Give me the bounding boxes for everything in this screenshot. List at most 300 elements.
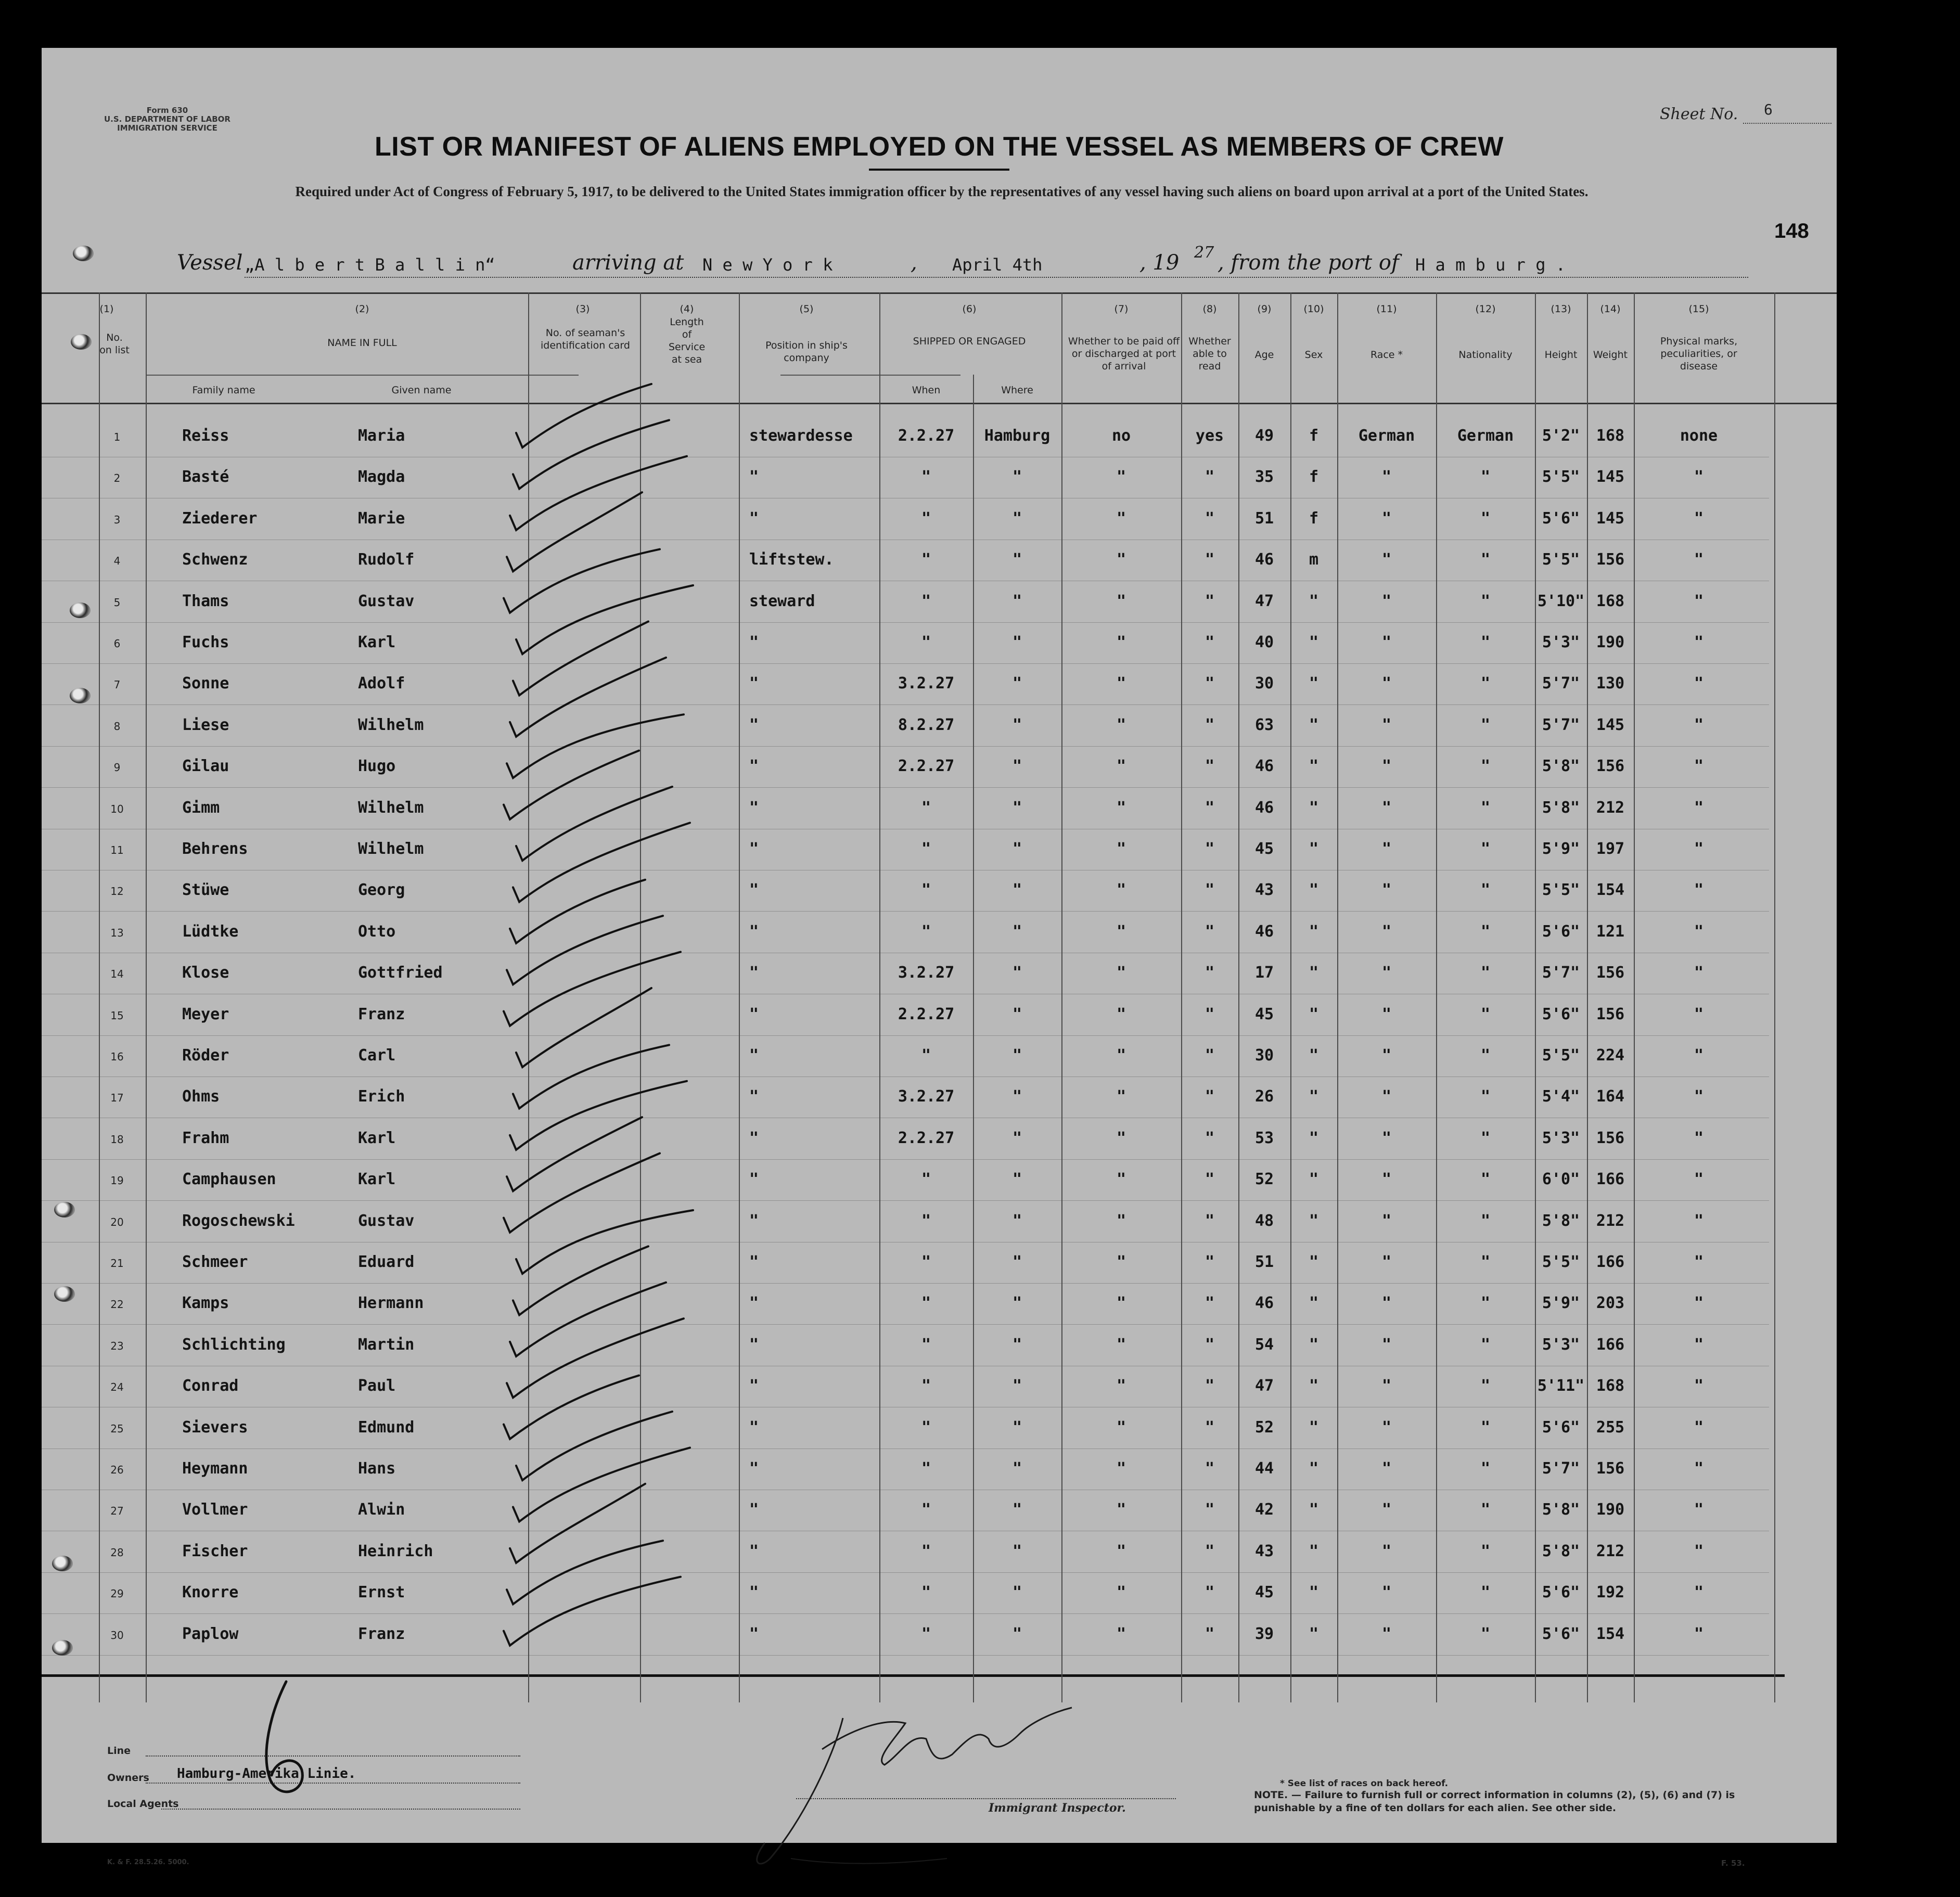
cell-age: 46 <box>1254 550 1274 569</box>
cell-nationality: " <box>1480 1542 1491 1560</box>
cell-paid: " <box>1116 468 1126 486</box>
row-number: 14 <box>110 968 124 981</box>
row-number: 3 <box>113 513 121 526</box>
cell-weight: 168 <box>1596 592 1625 610</box>
check-mark <box>513 621 648 695</box>
cell-height: 5'8" <box>1542 757 1580 776</box>
cell-race: " <box>1381 798 1392 817</box>
row-number: 29 <box>110 1587 124 1600</box>
cell-given: Otto <box>358 922 396 941</box>
cell-family: Conrad <box>182 1377 239 1395</box>
cell-read: " <box>1205 1624 1215 1643</box>
cell-sex: " <box>1309 757 1319 776</box>
cell-family: Liese <box>182 715 229 734</box>
cell-when: " <box>921 1624 931 1643</box>
cell-given: Gustav <box>358 1211 415 1230</box>
cell-weight: 145 <box>1596 468 1625 486</box>
cell-marks: " <box>1694 1170 1704 1189</box>
cell-given: Marie <box>358 509 405 528</box>
cell-race: " <box>1381 592 1392 610</box>
cell-where: " <box>1012 1294 1022 1313</box>
cell-marks: " <box>1694 1253 1704 1271</box>
cell-weight: 166 <box>1596 1335 1625 1354</box>
cell-race: " <box>1381 1129 1392 1147</box>
departure-port: H a m b u r g . <box>1415 255 1566 275</box>
cell-given: Heinrich <box>358 1542 433 1560</box>
cell-paid: " <box>1116 1583 1126 1602</box>
cell-age: 35 <box>1254 468 1274 486</box>
cell-paid: " <box>1116 509 1126 528</box>
cell-given: Edmund <box>358 1418 415 1437</box>
check-mark <box>504 751 639 819</box>
cell-marks: " <box>1694 1624 1704 1643</box>
check-mark <box>516 1412 672 1480</box>
cell-read: " <box>1205 1211 1215 1230</box>
col-num-4: (4) <box>680 303 694 315</box>
cell-race: " <box>1381 1377 1392 1395</box>
handwritten-six <box>239 1671 343 1806</box>
cell-family: Knorre <box>182 1583 239 1602</box>
check-mark <box>513 823 690 902</box>
cell-height: 5'4" <box>1542 1087 1580 1106</box>
cell-weight: 156 <box>1596 1459 1625 1478</box>
cell-position: " <box>749 1170 759 1189</box>
cell-sex: " <box>1309 1624 1319 1643</box>
cell-nationality: " <box>1480 1129 1491 1147</box>
cell-position: " <box>749 1005 759 1023</box>
cell-family: Thams <box>182 592 229 610</box>
cell-sex: f <box>1309 509 1319 528</box>
cell-read: " <box>1205 1005 1215 1023</box>
cell-family: Kamps <box>182 1294 229 1313</box>
cell-marks: " <box>1694 964 1704 982</box>
cell-age: 51 <box>1254 509 1274 528</box>
cell-read: " <box>1205 1459 1215 1478</box>
cell-race: " <box>1381 1170 1392 1189</box>
cell-weight: 197 <box>1596 840 1625 858</box>
cell-family: Behrens <box>182 840 248 858</box>
cell-height: 5'6" <box>1542 922 1580 941</box>
cell-where: " <box>1012 1087 1022 1106</box>
cell-when: 3.2.27 <box>898 964 955 982</box>
cell-when: " <box>921 1294 931 1313</box>
cell-given: Hugo <box>358 757 396 776</box>
cell-when: 3.2.27 <box>898 1087 955 1106</box>
cell-family: Reiss <box>182 427 229 445</box>
cell-when: 2.2.27 <box>898 427 955 445</box>
race-note: * See list of races on back hereof. <box>1280 1778 1449 1789</box>
form-number: Form 630 <box>146 106 188 115</box>
cell-race: " <box>1381 1335 1392 1354</box>
cell-height: 5'7" <box>1542 1459 1580 1478</box>
cell-read: yes <box>1195 427 1224 445</box>
cell-marks: " <box>1694 840 1704 858</box>
col-seaman-id: No. of seaman's identification card <box>541 327 630 351</box>
cell-height: 5'3" <box>1542 1335 1580 1354</box>
cell-weight: 164 <box>1596 1087 1625 1106</box>
cell-paid: " <box>1116 1418 1126 1437</box>
sheet-label: Sheet No. <box>1660 105 1738 123</box>
cell-nationality: " <box>1480 674 1491 693</box>
cell-when: " <box>921 509 931 528</box>
row-number: 13 <box>110 926 124 939</box>
cell-height: 5'9" <box>1542 1294 1580 1313</box>
row-number: 2 <box>113 472 121 485</box>
cell-when: 2.2.27 <box>898 757 955 776</box>
cell-marks: " <box>1694 1046 1704 1065</box>
cell-weight: 154 <box>1596 1624 1625 1643</box>
cell-given: Eduard <box>358 1253 415 1271</box>
cell-position: " <box>749 1129 759 1147</box>
cell-height: 5'8" <box>1542 798 1580 817</box>
cell-sex: m <box>1309 550 1319 569</box>
cell-position: " <box>749 633 759 651</box>
cell-given: Hans <box>358 1459 396 1478</box>
cell-family: Gilau <box>182 757 229 776</box>
cell-weight: 154 <box>1596 881 1625 900</box>
cell-read: " <box>1205 757 1215 776</box>
cell-where: " <box>1012 922 1022 941</box>
cell-read: " <box>1205 1542 1215 1560</box>
cell-family: Paplow <box>182 1624 239 1643</box>
check-mark <box>510 658 666 737</box>
cell-age: 39 <box>1254 1624 1274 1643</box>
check-mark <box>513 1246 648 1315</box>
cell-sex: " <box>1309 1459 1319 1478</box>
cell-sex: " <box>1309 881 1319 900</box>
cell-sex: " <box>1309 798 1319 817</box>
cell-age: 52 <box>1254 1418 1274 1437</box>
cell-nationality: " <box>1480 1583 1491 1602</box>
inspector-underline <box>796 1798 1176 1799</box>
owners-value: Hamburg-Amerika Linie. <box>177 1766 356 1781</box>
check-mark <box>510 880 645 943</box>
check-mark <box>513 1045 669 1108</box>
row-number: 30 <box>110 1629 124 1642</box>
cell-sex: " <box>1309 1583 1319 1602</box>
cell-given: Paul <box>358 1377 396 1395</box>
cell-nationality: " <box>1480 1211 1491 1230</box>
arrival-date: April 4th <box>952 255 1043 275</box>
cell-read: " <box>1205 1253 1215 1271</box>
cell-family: Lüdtke <box>182 922 239 941</box>
row-number: 26 <box>110 1464 124 1476</box>
row-number: 6 <box>113 637 121 650</box>
cell-age: 53 <box>1254 1129 1274 1147</box>
cell-marks: " <box>1694 468 1704 486</box>
cell-age: 26 <box>1254 1087 1274 1106</box>
col-num-6: (6) <box>962 303 977 315</box>
comma: , <box>911 251 917 275</box>
cell-race: German <box>1358 427 1415 445</box>
cell-read: " <box>1205 1583 1215 1602</box>
cell-read: " <box>1205 1170 1215 1189</box>
cell-family: Schwenz <box>182 550 248 569</box>
cell-sex: " <box>1309 1005 1319 1023</box>
line-label: Line <box>107 1745 131 1757</box>
cell-marks: " <box>1694 1294 1704 1313</box>
cell-weight: 192 <box>1596 1583 1625 1602</box>
arriving-label: arriving at <box>572 251 684 275</box>
cell-race: " <box>1381 840 1392 858</box>
cell-paid: no <box>1111 427 1131 445</box>
cell-weight: 156 <box>1596 964 1625 982</box>
cell-paid: " <box>1116 1087 1126 1106</box>
col-name-in-full: NAME IN FULL <box>327 337 397 349</box>
cell-weight: 255 <box>1596 1418 1625 1437</box>
cell-position: " <box>749 509 759 528</box>
cell-when: " <box>921 881 931 900</box>
cell-where: " <box>1012 592 1022 610</box>
cell-age: 45 <box>1254 1005 1274 1023</box>
cell-height: 5'8" <box>1542 1542 1580 1560</box>
cell-given: Gustav <box>358 592 415 610</box>
cell-weight: 145 <box>1596 715 1625 734</box>
cell-height: 5'8" <box>1542 1501 1580 1519</box>
col-position: Position in ship's company <box>765 340 848 364</box>
cell-read: " <box>1205 881 1215 900</box>
fine-note: NOTE. — Failure to furnish full or correct information in columns (2), (5), (6) and (7) is punishable by a fine of ten dollars for each alien. See other side. <box>1254 1789 1735 1814</box>
cell-age: 49 <box>1254 427 1274 445</box>
cell-sex: " <box>1309 1542 1319 1560</box>
cell-where: " <box>1012 1583 1022 1602</box>
row-number: 19 <box>110 1174 124 1187</box>
cell-weight: 156 <box>1596 1005 1625 1023</box>
cell-paid: " <box>1116 1211 1126 1230</box>
cell-weight: 166 <box>1596 1253 1625 1271</box>
cell-marks: " <box>1694 1211 1704 1230</box>
cell-when: 8.2.27 <box>898 715 955 734</box>
cell-where: " <box>1012 633 1022 651</box>
cell-when: " <box>921 798 931 817</box>
cell-when: " <box>921 1211 931 1230</box>
cell-position: " <box>749 964 759 982</box>
cell-nationality: " <box>1480 922 1491 941</box>
cell-sex: " <box>1309 1170 1319 1189</box>
cell-height: 5'8" <box>1542 1211 1580 1230</box>
cell-weight: 212 <box>1596 1542 1625 1560</box>
cell-where: " <box>1012 964 1022 982</box>
cell-given: Magda <box>358 468 405 486</box>
cell-nationality: " <box>1480 1501 1491 1519</box>
cell-given: Carl <box>358 1046 396 1065</box>
cell-sex: " <box>1309 1046 1319 1065</box>
cell-when: " <box>921 1170 931 1189</box>
col-num-12: (12) <box>1475 303 1496 315</box>
cell-paid: " <box>1116 1542 1126 1560</box>
cell-given: Ernst <box>358 1583 405 1602</box>
cell-nationality: " <box>1480 592 1491 610</box>
cell-age: 40 <box>1254 633 1274 651</box>
cell-nationality: " <box>1480 1418 1491 1437</box>
cell-where: " <box>1012 1459 1022 1478</box>
cell-read: " <box>1205 922 1215 941</box>
col-num-10: (10) <box>1303 303 1324 315</box>
cell-position: " <box>749 715 759 734</box>
cell-height: 5'2" <box>1542 427 1580 445</box>
cell-race: " <box>1381 550 1392 569</box>
cell-weight: 212 <box>1596 1211 1625 1230</box>
cell-nationality: " <box>1480 1294 1491 1313</box>
cell-nationality: " <box>1480 840 1491 858</box>
cell-height: 6'0" <box>1542 1170 1580 1189</box>
col-num-13: (13) <box>1551 303 1571 315</box>
cell-paid: " <box>1116 1377 1126 1395</box>
col-sex: Sex <box>1304 349 1323 361</box>
cell-paid: " <box>1116 674 1126 693</box>
check-mark <box>507 1318 684 1398</box>
cell-marks: " <box>1694 633 1704 651</box>
cell-given: Franz <box>358 1005 405 1023</box>
cell-position: " <box>749 1459 759 1478</box>
cell-where: " <box>1012 1005 1022 1023</box>
col-nationality: Nationality <box>1458 349 1513 361</box>
cell-sex: " <box>1309 964 1319 982</box>
cell-where: " <box>1012 1501 1022 1519</box>
sheet-value: 6 <box>1764 101 1773 118</box>
cell-paid: " <box>1116 1046 1126 1065</box>
cell-when: " <box>921 1377 931 1395</box>
service: IMMIGRATION SERVICE <box>117 123 217 133</box>
cell-where: " <box>1012 881 1022 900</box>
cell-when: " <box>921 1583 931 1602</box>
cell-sex: " <box>1309 1087 1319 1106</box>
cell-where: " <box>1012 1418 1022 1437</box>
row-number: 9 <box>113 761 121 774</box>
cell-paid: " <box>1116 922 1126 941</box>
cell-nationality: " <box>1480 1087 1491 1106</box>
cell-read: " <box>1205 798 1215 817</box>
cell-where: " <box>1012 1253 1022 1271</box>
cell-marks: " <box>1694 922 1704 941</box>
cell-paid: " <box>1116 1253 1126 1271</box>
row-number: 12 <box>110 885 124 898</box>
cell-position: " <box>749 468 759 486</box>
cell-given: Maria <box>358 427 405 445</box>
cell-nationality: " <box>1480 715 1491 734</box>
row-number: 20 <box>110 1215 124 1228</box>
cell-age: 17 <box>1254 964 1274 982</box>
cell-race: " <box>1381 1046 1392 1065</box>
cell-when: " <box>921 1542 931 1560</box>
cell-given: Adolf <box>358 674 405 693</box>
cell-height: 5'9" <box>1542 840 1580 858</box>
cell-where: " <box>1012 1211 1022 1230</box>
cell-read: " <box>1205 1294 1215 1313</box>
cell-family: Vollmer <box>182 1501 248 1519</box>
department: U.S. DEPARTMENT OF LABOR <box>104 114 230 124</box>
cell-where: " <box>1012 1624 1022 1643</box>
cell-family: Fischer <box>182 1542 248 1560</box>
form-code: F. 53. <box>1721 1858 1745 1868</box>
cell-race: " <box>1381 1294 1392 1313</box>
row-number: 23 <box>110 1339 124 1352</box>
cell-marks: " <box>1694 715 1704 734</box>
handwritten-check-marks <box>42 48 1837 1843</box>
cell-nationality: " <box>1480 468 1491 486</box>
check-mark <box>516 384 651 447</box>
cell-when: " <box>921 592 931 610</box>
cell-given: Erich <box>358 1087 405 1106</box>
cell-paid: " <box>1116 1459 1126 1478</box>
cell-when: " <box>921 1335 931 1354</box>
cell-where: " <box>1012 468 1022 486</box>
cell-height: 5'6" <box>1542 1624 1580 1643</box>
cell-marks: " <box>1694 674 1704 693</box>
cell-family: Stüwe <box>182 881 229 900</box>
cell-paid: " <box>1116 550 1126 569</box>
cell-height: 5'5" <box>1542 881 1580 900</box>
cell-when: " <box>921 922 931 941</box>
cell-weight: 190 <box>1596 633 1625 651</box>
cell-read: " <box>1205 1129 1215 1147</box>
cell-when: 3.2.27 <box>898 674 955 693</box>
cell-family: Heymann <box>182 1459 248 1478</box>
cell-paid: " <box>1116 798 1126 817</box>
cell-when: " <box>921 840 931 858</box>
cell-weight: 212 <box>1596 798 1625 817</box>
cell-when: 2.2.27 <box>898 1005 955 1023</box>
cell-given: Alwin <box>358 1501 405 1519</box>
cell-paid: " <box>1116 1501 1126 1519</box>
cell-given: Karl <box>358 1129 396 1147</box>
cell-sex: " <box>1309 1377 1319 1395</box>
col-paid-off: Whether to be paid off or discharged at port of arrival <box>1068 336 1180 372</box>
row-number: 16 <box>110 1050 124 1063</box>
cell-age: 51 <box>1254 1253 1274 1271</box>
cell-height: 5'6" <box>1542 509 1580 528</box>
cell-nationality: " <box>1480 633 1491 651</box>
col-race: Race * <box>1370 349 1403 361</box>
cell-height: 5'5" <box>1542 1046 1580 1065</box>
cell-sex: " <box>1309 1335 1319 1354</box>
col-where: Where <box>1001 384 1033 396</box>
row-number: 5 <box>113 596 121 609</box>
year-prefix: , 19 <box>1139 251 1180 275</box>
cell-height: 5'5" <box>1542 468 1580 486</box>
cell-age: 48 <box>1254 1211 1274 1230</box>
row-number: 25 <box>110 1422 124 1435</box>
cell-race: " <box>1381 881 1392 900</box>
cell-sex: " <box>1309 1418 1319 1437</box>
cell-height: 5'3" <box>1542 633 1580 651</box>
cell-read: " <box>1205 674 1215 693</box>
cell-race: " <box>1381 1624 1392 1643</box>
cell-paid: " <box>1116 1005 1126 1023</box>
cell-read: " <box>1205 964 1215 982</box>
cell-age: 47 <box>1254 1377 1274 1395</box>
cell-where: " <box>1012 798 1022 817</box>
row-number: 8 <box>113 720 121 733</box>
cell-marks: none <box>1680 427 1718 445</box>
col-no-on-list: No. on list <box>99 332 130 356</box>
cell-height: 5'5" <box>1542 550 1580 569</box>
cell-where: " <box>1012 757 1022 776</box>
cell-family: Sievers <box>182 1418 248 1437</box>
cell-when: " <box>921 1253 931 1271</box>
cell-marks: " <box>1694 550 1704 569</box>
cell-position: " <box>749 1377 759 1395</box>
check-mark <box>504 952 681 1026</box>
row-number: 1 <box>113 431 121 443</box>
cell-paid: " <box>1116 881 1126 900</box>
arrival-port: N e w Y o r k <box>702 255 833 275</box>
cell-where: " <box>1012 1129 1022 1147</box>
cell-position: " <box>749 1624 759 1643</box>
cell-sex: " <box>1309 1294 1319 1313</box>
cell-sex: " <box>1309 922 1319 941</box>
vessel-name: „A l b e r t B a l l i n“ <box>245 255 495 275</box>
